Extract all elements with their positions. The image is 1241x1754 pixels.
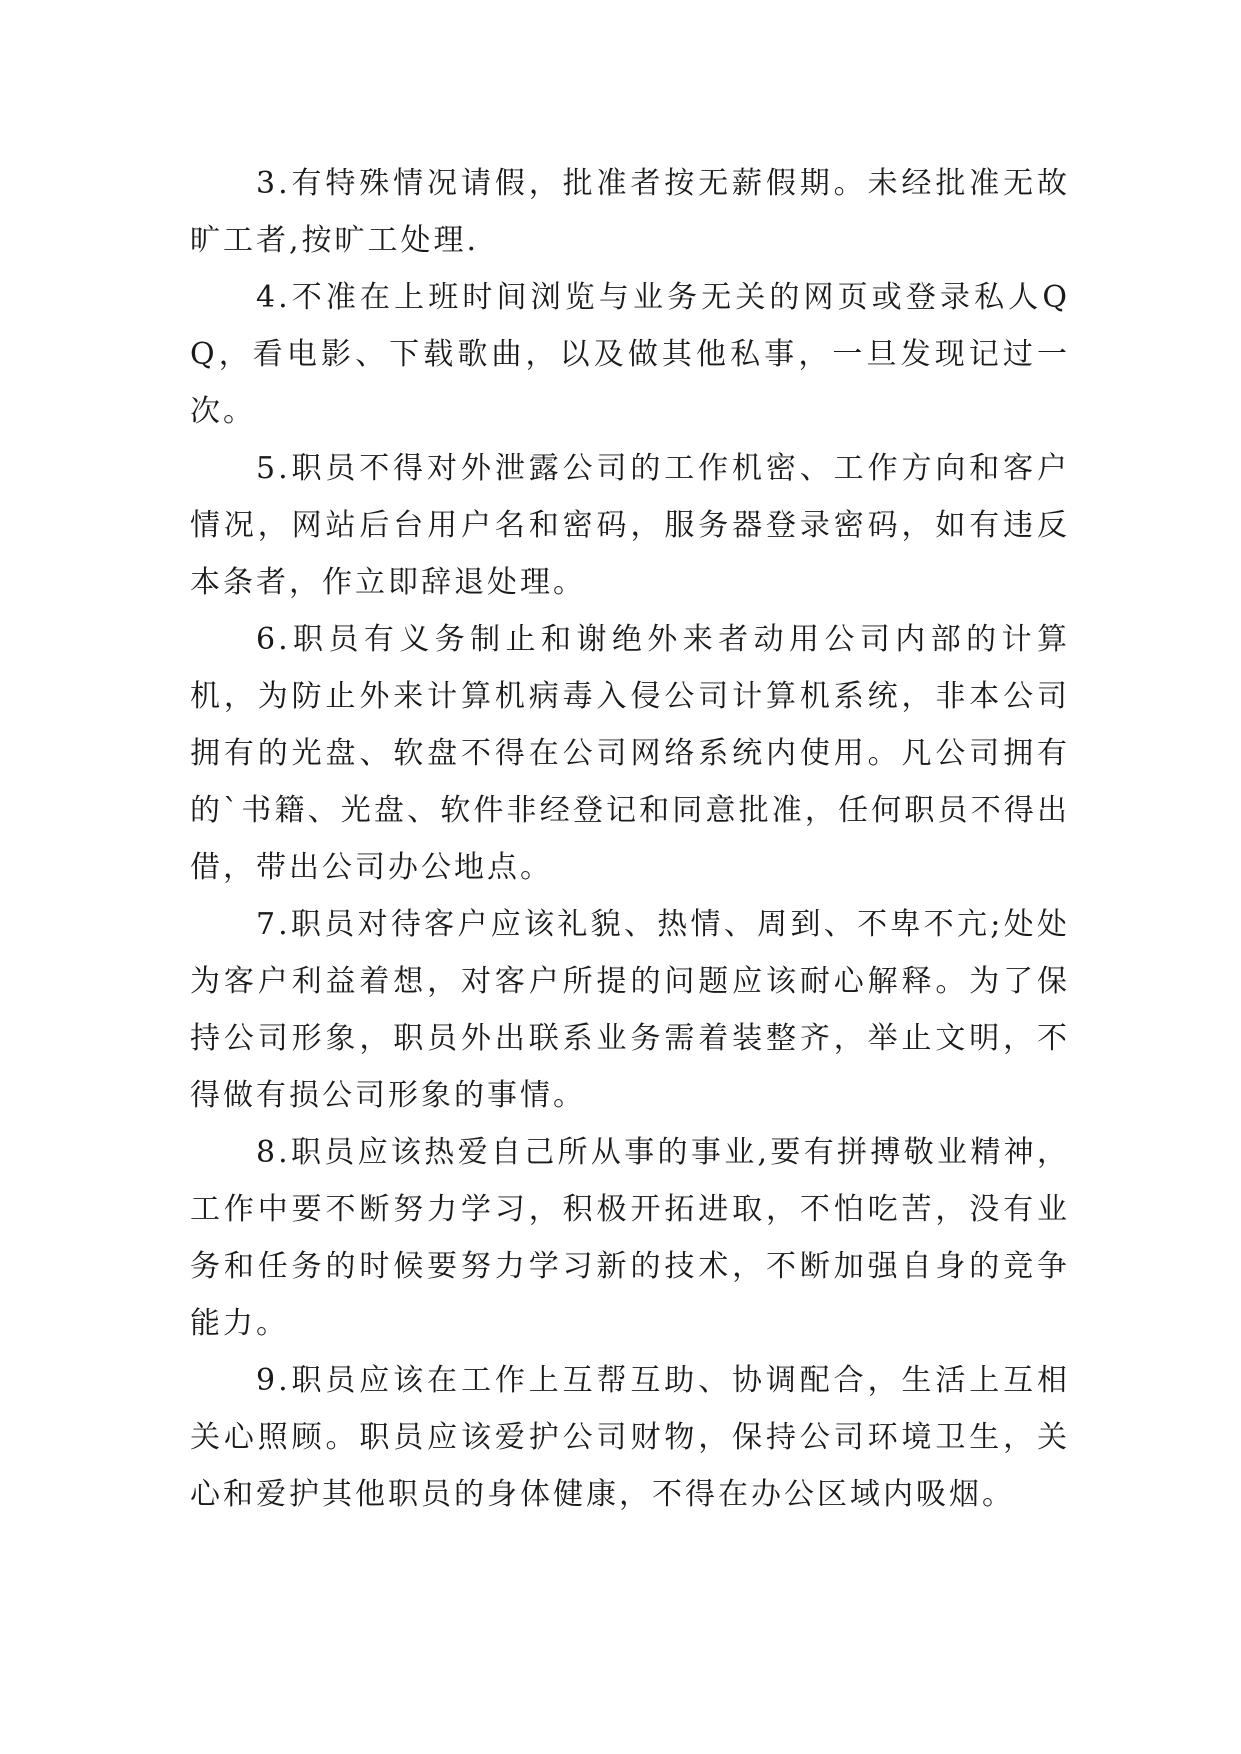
rule-paragraph-8: 8.职员应该热爱自己所从事的事业,要有拼搏敬业精神，工作中要不断努力学习，积极开拓进取，不怕吃苦，没有业务和任务的时候要努力学习新的技术，不断加强自身的竞争能力。 <box>190 1135 1070 1341</box>
rule-paragraph-5: 5.职员不得对外泄露公司的工作机密、工作方向和客户情况，网站后台用户名和密码，服务器登录密码，如有违反本条者，作立即辞退处理。 <box>190 451 1070 600</box>
document-body <box>190 155 1070 1523</box>
rule-paragraph-7: 7.职员对待客户应该礼貌、热情、周到、不卑不亢;处处为客户利益着想，对客户所提的问题应该耐心解释。为了保持公司形象，职员外出联系业务需着装整齐，举止文明，不得做有损公司形象的事情。 <box>190 907 1070 1113</box>
rule-paragraph-3: 3.有特殊情况请假，批准者按无薪假期。未经批准无故旷工者,按旷工处理. <box>190 166 1070 258</box>
rule-paragraph-4: 4.不准在上班时间浏览与业务无关的网页或登录私人QQ，看电影、下载歌曲，以及做其他私事，一旦发现记过一次。 <box>190 280 1070 429</box>
rule-paragraph-9: 9.职员应该在工作上互帮互助、协调配合，生活上互相关心照顾。职员应该爱护公司财物，保持公司环境卫生，关心和爱护其他职员的身体健康，不得在办公区域内吸烟。 <box>190 1363 1070 1512</box>
rule-paragraph-6: 6.职员有义务制止和谢绝外来者动用公司内部的计算机，为防止外来计算机病毒入侵公司计算机系统，非本公司拥有的光盘、软盘不得在公司网络系统内使用。凡公司拥有的`书籍、光盘、软件非经登记和同意批准，任何职员不得出借，带出公司办公地点。 <box>190 622 1070 885</box>
